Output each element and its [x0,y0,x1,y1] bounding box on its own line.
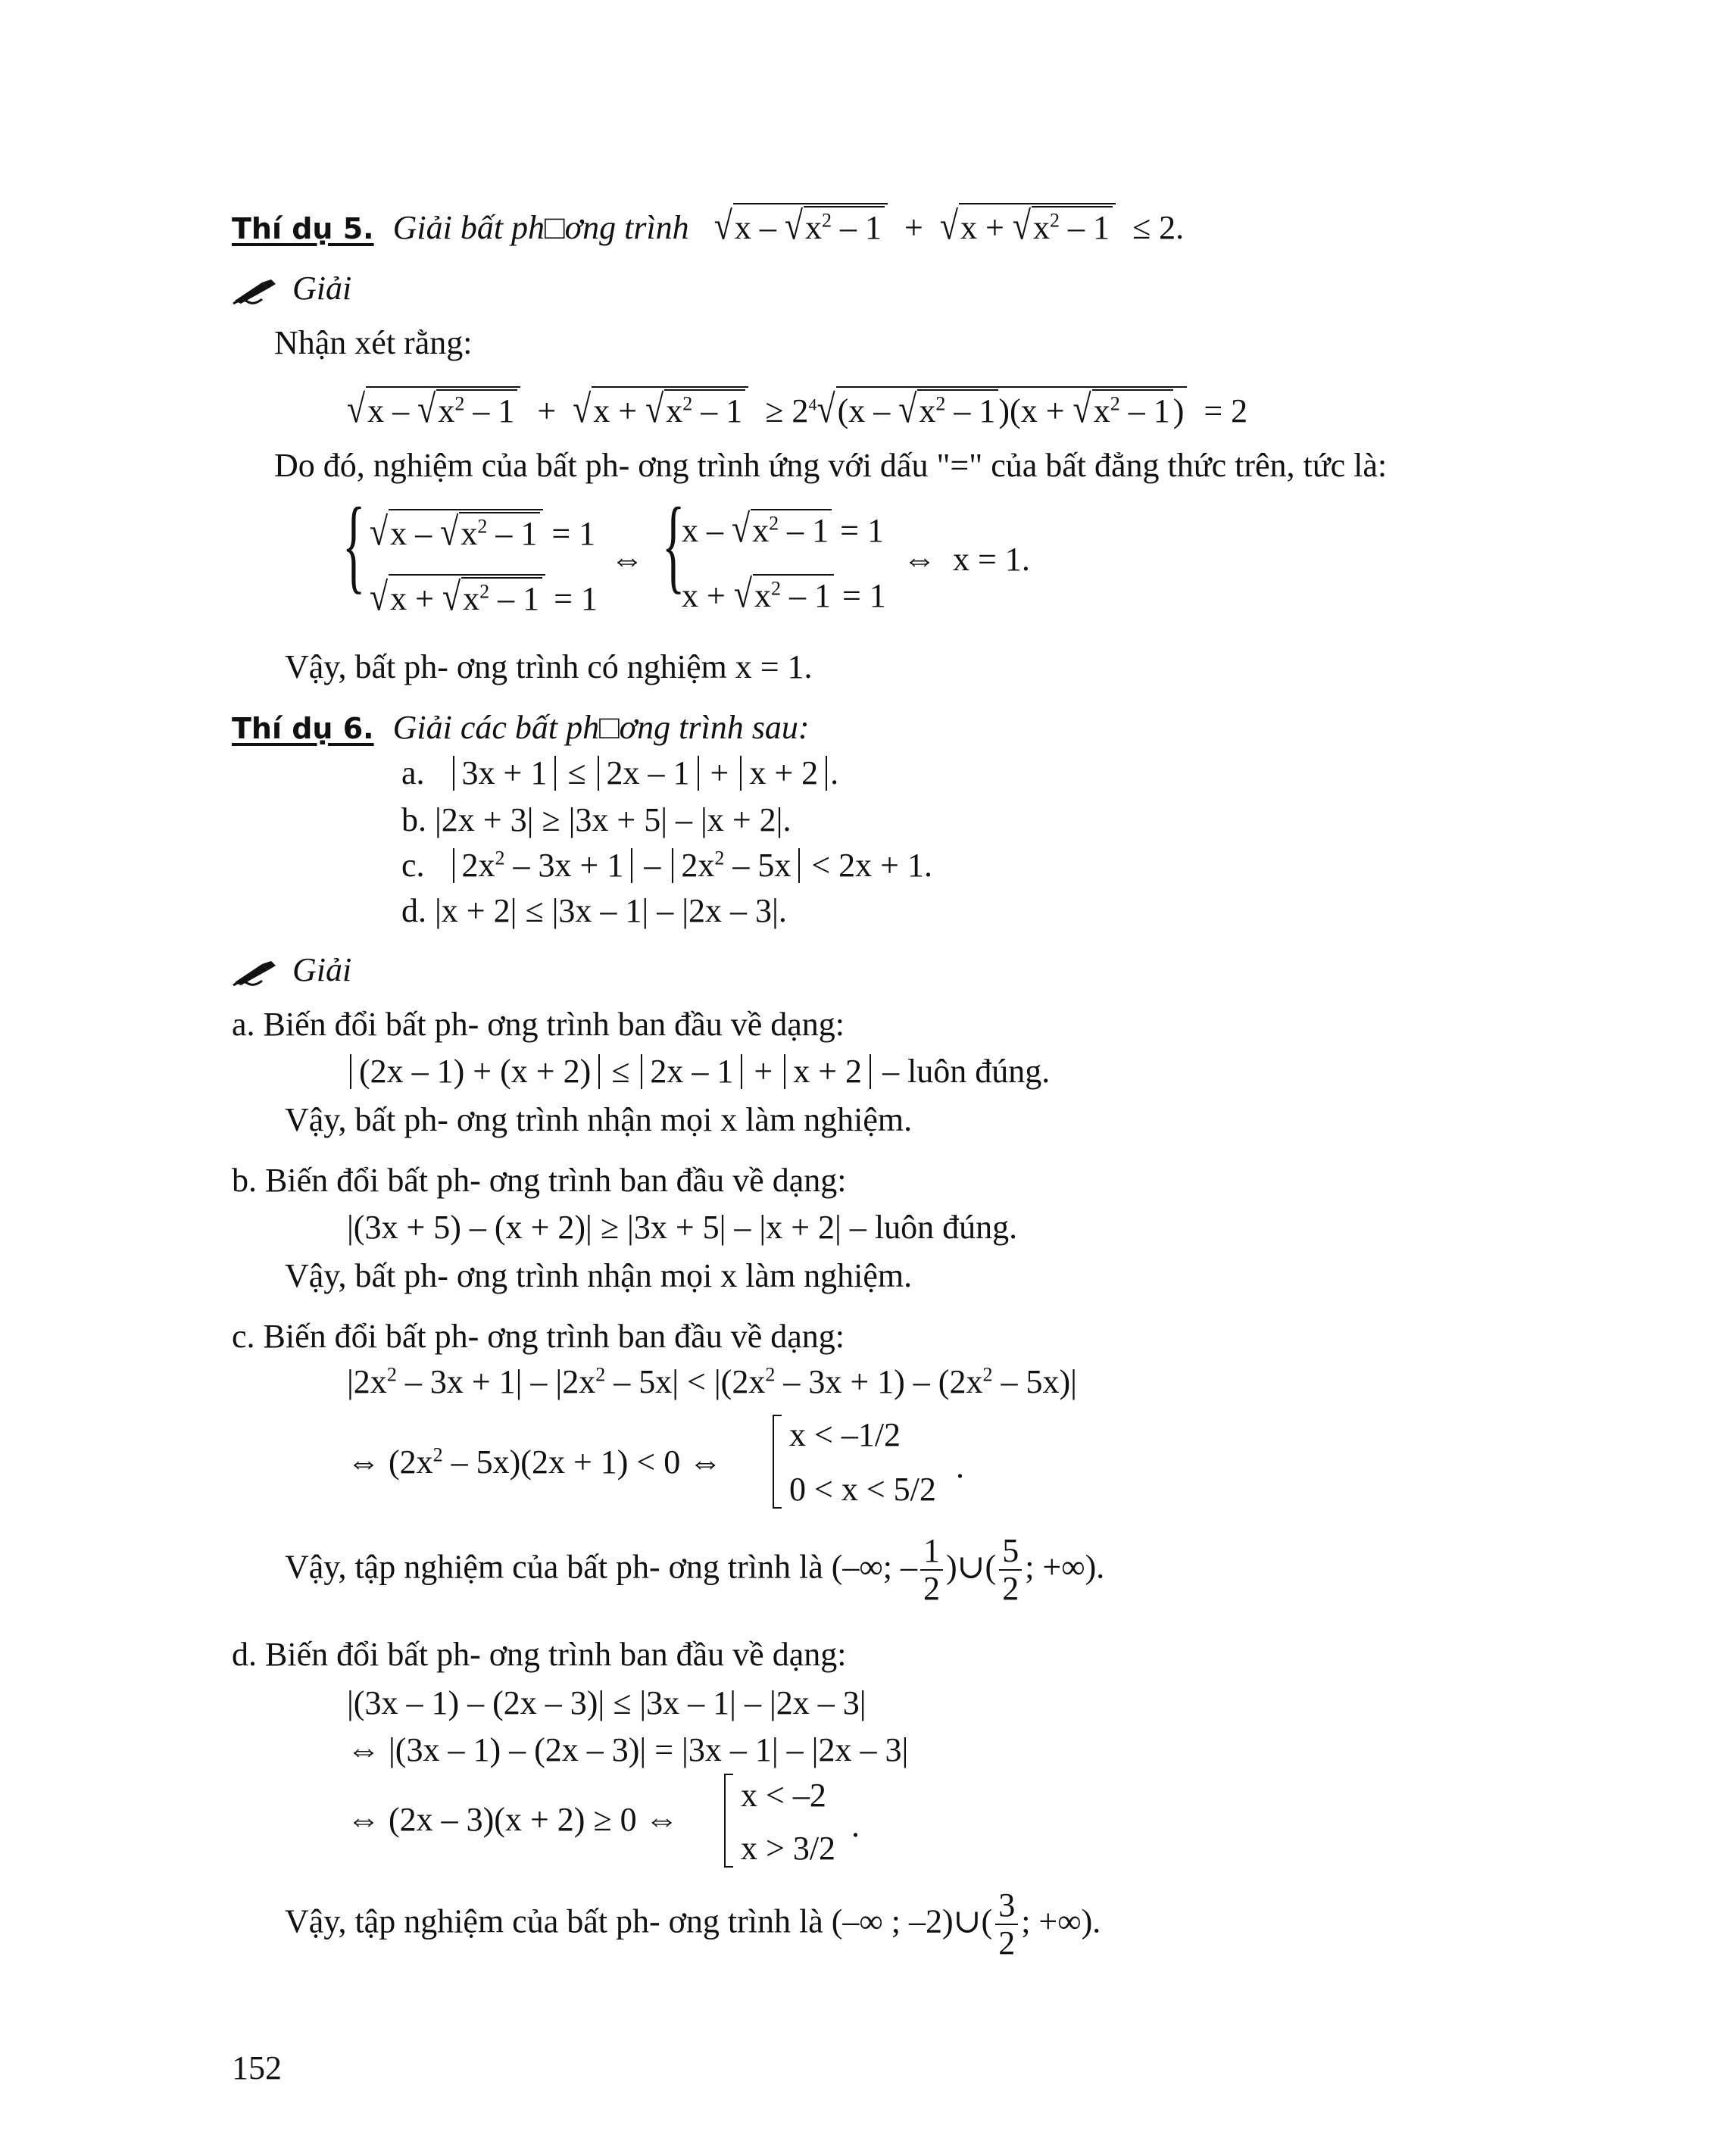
solution-c-intro: c. Biến đổi bất ph- ơng trình ban đầu về dạng: [232,1318,845,1355]
solution-b-conclusion: Vậy, bất ph- ơng trình nhận mọi x làm nghiệm. [285,1257,913,1294]
problem-d: d. |x + 2| ≤ |3x – 1| – |2x – 3|. [401,892,787,929]
solution-c-eq1: $|2x^2 - 3x + 1| - |2x^2 - 5x| < |(2x^2 - 3x + 1) - (2x^2 - 5x)|$ [347,1363,1077,1400]
example-5-solution-label: Giải [232,270,351,308]
example-6-solution-label: Giải [232,951,351,990]
example-6-heading [232,709,810,747]
system-brace-2: { [662,486,685,604]
example-5-inequality: $√x - √x^2 - 1 + √x + √x^2 - 1 \le 2$. [713,203,1185,248]
solution-a-intro: a. Biến đổi bất ph- ơng trình ban đầu về dạng: [232,1006,845,1043]
solution-c-conclusion: Vậy, tập nghiệm của bất ph- ơng trình là (–∞; – $\frac{1}{2}$ )∪( $\frac{5}{2}$ ; +∞). [285,1532,1105,1608]
solution-d-intro: d. Biến đổi bất ph- ơng trình ban đầu về dạng: [232,1636,847,1673]
example-5-heading [232,203,1184,248]
example-5-conclusion: Vậy, bất ph- ơng trình có nghiệm x = 1. [285,648,813,685]
solution-d-bracket [724,1774,733,1868]
problem-a: a. 3x + 1 ≤ 2x – 1 + x + 2 . [401,754,839,791]
solution-d-eq1: |(3x – 1) – (2x – 3)| ≤ |3x – 1| – |2x – 3| [347,1684,866,1721]
solution-b-eq: |(3x + 5) – (x + 2)| ≥ |3x + 5| – |x + 2| – luôn đúng. [347,1209,1018,1246]
page-number: 152 [232,2049,282,2086]
example-5-title: Giải bất ph□ơng trình [392,209,689,246]
solution-c-eq2: ⇔ $(2x^2 - 5x)(2x + 1) < 0$ ⇔ [347,1443,723,1481]
solution-d-eq2: ⇔ |(3x – 1) – (2x – 3)| = |3x – 1| – |2x – 3| [347,1731,909,1768]
problem-b: b. |2x + 3| ≥ |3x + 5| – |x + 2|. [401,801,792,838]
example-6-label: Thí dụ 6. [232,712,374,745]
example-5-am-gm: $√x - √x^2 - 1 + √x + √x^2 - 1 \ge 2^4√(x - √x^2 - 1)(x + √x^2 - 1) = 2$ [347,386,1248,432]
pen-writing-icon [232,278,279,305]
solution-d-conclusion: Vậy, tập nghiệm của bất ph- ơng trình là (–∞ ; –2)∪( $\frac{3}{2}$ ; +∞). [285,1886,1101,1962]
example-5-remark: Nhận xét rằng: [274,324,473,361]
problem-c: c. $2x^2 - 3x + 1 - 2x^2 - 5x < 2x + 1$. [401,847,932,884]
solution-b-intro: b. Biến đổi bất ph- ơng trình ban đầu về dạng: [232,1162,847,1199]
example-5-label: Thí dụ 5. [232,212,374,245]
example-6-title: Giải các bất ph□ơng trình sau: [392,709,810,746]
pen-writing-icon [232,960,279,987]
system-brace: { [342,486,366,604]
solution-a-conclusion: Vậy, bất ph- ơng trình nhận mọi x làm nghiệm. [285,1101,913,1138]
solution-c-bracket [773,1415,782,1509]
example-5-therefore: Do đó, nghiệm của bất ph- ơng trình ứng với dấu "=" của bất đẳng thức trên, tức là: [274,447,1388,484]
solution-d-eq3: ⇔ (2x – 3)(x + 2) ≥ 0 ⇔ [347,1801,679,1838]
solution-a-eq: (2x – 1) + (x + 2) ≤ 2x – 1 + x + 2 – luôn đúng. [347,1053,1050,1091]
